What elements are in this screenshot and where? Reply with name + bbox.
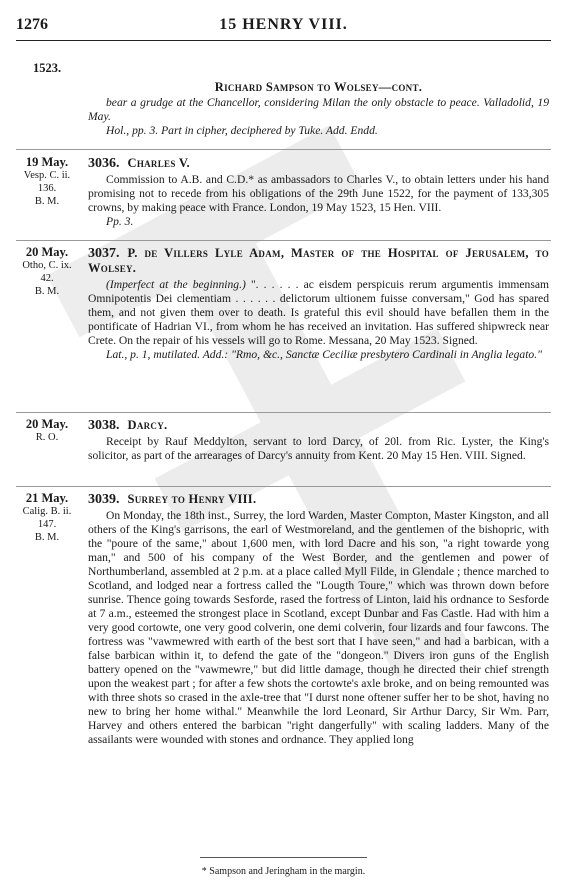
entry-3039-margin: 21 May. Calig. B. ii. 147. B. M. [22, 491, 72, 543]
running-title: 15 HENRY VIII. [219, 16, 348, 33]
page-number: 1276 [16, 16, 48, 33]
entry-note: Hol., pp. 3. Part in cipher, deciphered by Tuke. Add. Endd. [106, 124, 378, 137]
footnote: * Sampson and Jeringham in the margin. [201, 866, 366, 877]
entry-3039 [88, 492, 549, 844]
entry-divider [16, 240, 551, 241]
entry-note: Lat., p. 1, mutilated. Add.: "Rmo, &c., Sanctæ Ceciliæ presbytero Cardinali in Anglia legato." [106, 348, 542, 361]
entry-title: P. de Villers Lyle Adam, Master of the Hospital of Jerusalem, to Wolsey. [88, 246, 549, 275]
entry-3037-margin: 20 May. Otho, C. ix. 42. B. M. [22, 245, 72, 297]
entry-sampson-cont [88, 80, 549, 138]
entry-title: Charles V. [127, 156, 190, 170]
entry-3038 [88, 418, 549, 463]
entry-heading: Richard Sampson to Wolsey—cont. [214, 80, 423, 94]
entry-divider [16, 486, 551, 487]
entry-divider [16, 149, 551, 150]
footnote-rule [200, 857, 367, 858]
entry-number: 3036. [88, 156, 120, 171]
entry-3038-margin: 20 May. R. O. [25, 417, 69, 443]
entry-3036 [88, 156, 549, 229]
entry-body: Commission to A.B. and C.D.* as ambassadors to Charles V., to obtain letters under his hand promising not to recede from his obligations of the 29th June 1522, for the payment of 133,305 crowns, by making peace with France. London, 19 May 1523, 15 Hen. VIII. [88, 173, 549, 214]
entry-title: Darcy. [127, 418, 168, 432]
entry-divider [16, 412, 551, 413]
entry-3037 [88, 246, 549, 362]
entry-body: ". . . . . . ac eisdem perspicuis rerum argumentis immensam Omnipotentis Dei clementiam . . . . . . delictorum ultionem fuisse conversam," God has spared them, and not given them over to death. Is grateful this evil should have befallen them in the pontificate of Hadrian VI., from whom he has received an invitation. Has suffered shipwreck near Crete. On the repair of his vessels will go to Rome. Messana, 20 May 1523. Signed. [88, 278, 550, 347]
entry-body: On Monday, the 18th inst., Surrey, the lord Warden, Master Compton, Master Kingston, and all others of the King's garrisons, the earl of Westmoreland, and the gentlemen of the bishopric, with the "poure of the same," about 1,600 men, with lord Dacre and his son, "a right towarde yong man," and 500 of his company of the West Border, and the gentlemen and power of Northumberland, assembled at 2 p.m. at a place called Myll Filde, in Glendale ; thence marched to Scotland, and lodged near a fortress called the "Lougth Toure," which was thrown down before sunrise. Thence going towards Sesforde, rased the fortress of Linton, laid his ordnance to Sesforde at 7 a.m., esteemed the strongest place in Scotland, except Dunbar and Fas Castle. Had with him a very good cortowte, one very good colverin, one demi colverin, four lizards and four fawcons. The fortress was "vawmewred with earth of the best sort that I have seen," and had a barbican, with a false barbican within it, to defend the gate of the "dongeon." Divers iron guns of the English battery opened on the "vawmewre," but did little damage, though he directed their chief strength upon the weakest part ; for after a few shots the cortowte's axle broke, and on being remounted was with three shots so crased in the axle-tree that "I durst none oftener suffer her to be shot, having no new to bring her home withal." Meanwhile the lord Leonard, Sir Arthur Darcy, Sir Wm. Parr, Harvey and others entered the barbican "right dangerfully" with scaling ladders. Many of the assailants were wounded with stones and ordnance. They applied long [88, 509, 549, 746]
entry-number: 3039. [88, 492, 120, 507]
year-label: 1523. [32, 61, 62, 75]
page-header [16, 14, 551, 41]
entry-body: Receipt by Rauf Meddylton, servant to lord Darcy, of 20l. from Ric. Lyster, the King's solicitor, as part of the arrearages of Darcy's annuity from Kent. 20 May 15 Hen. VIII. Signed. [88, 435, 549, 462]
entry-note: Pp. 3. [106, 215, 134, 228]
entry-title: Surrey to Henry VIII. [127, 492, 257, 506]
entry-number: 3037. [88, 246, 120, 261]
entry-body: bear a grudge at the Chancellor, considering Milan the only obstacle to peace. Valladolid, 19 May. [88, 96, 549, 123]
entry-number: 3038. [88, 418, 120, 433]
entry-3036-margin: 19 May. Vesp. C. ii. 136. B. M. [23, 155, 71, 207]
entry-intro: (Imperfect at the beginning.) [106, 278, 246, 291]
